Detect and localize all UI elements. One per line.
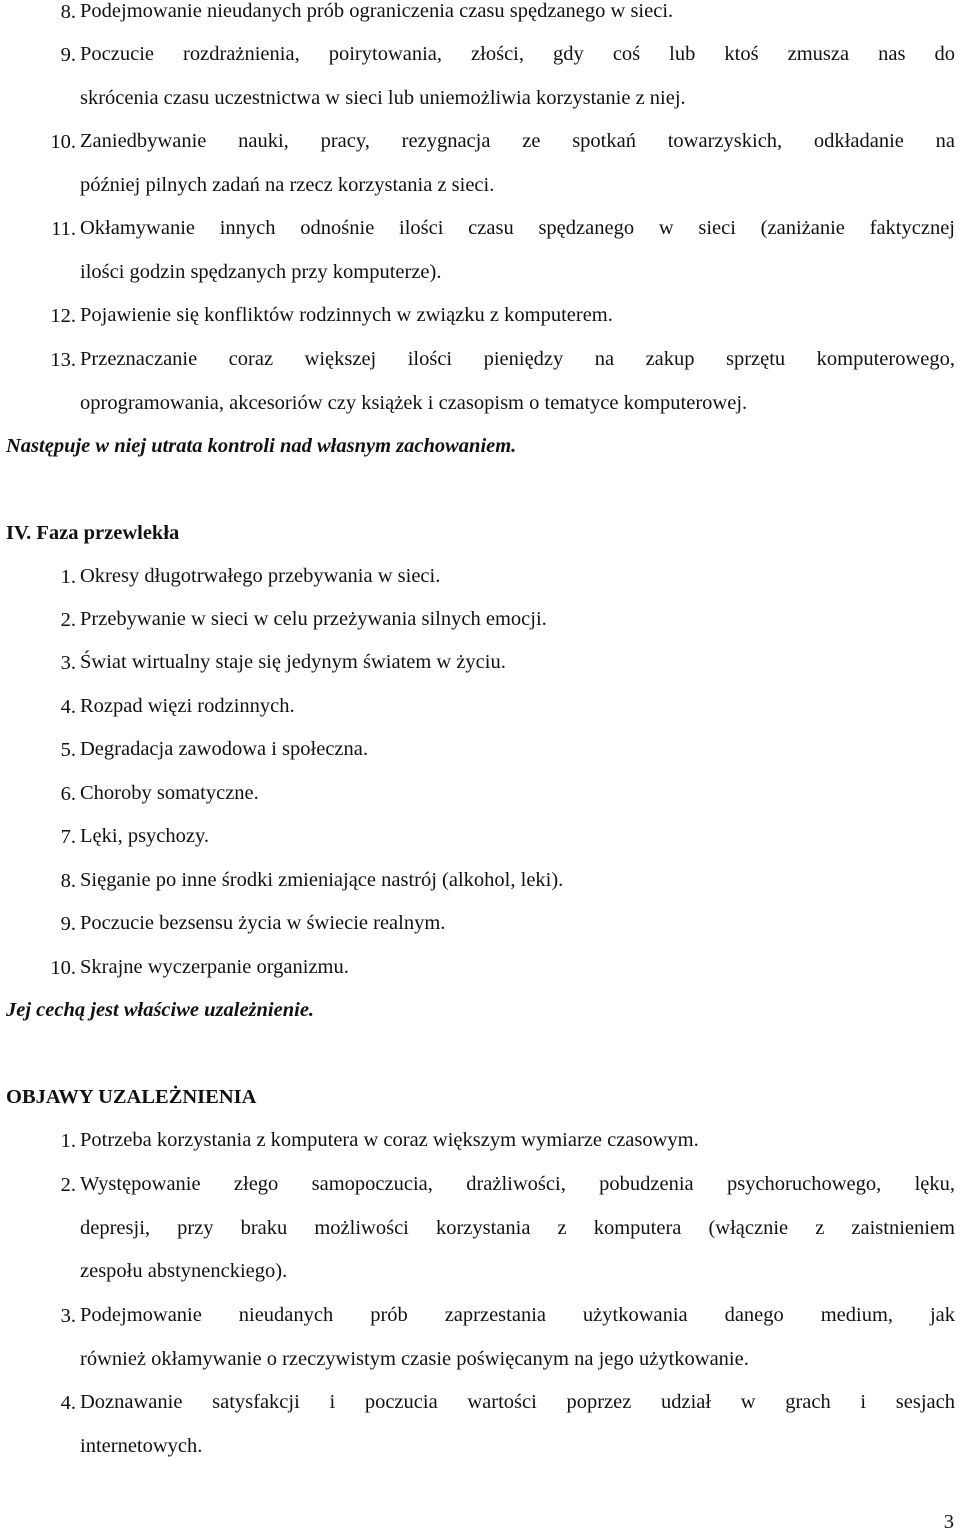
list-number: 2.	[60, 609, 76, 631]
list-number: 9.	[60, 44, 76, 66]
list-text: Lęki, psychozy.	[80, 825, 210, 847]
list-number: 9.	[60, 913, 76, 935]
list-number: 13.	[50, 349, 76, 371]
list-text: Przeznaczanie coraz większej ilości pieniędzy na zakup sprzętu komputerowego,	[80, 348, 955, 370]
list-text: Potrzeba korzystania z komputera w coraz większym wymiarze czasowym.	[80, 1129, 699, 1151]
list-text: Podejmowanie nieudanych prób ograniczenia czasu spędzanego w sieci.	[80, 0, 674, 22]
list-text: Okłamywanie innych odnośnie ilości czasu spędzanego w sieci (zaniżanie faktycznej	[80, 217, 955, 239]
list-number: 8.	[60, 1, 76, 23]
list-number: 1.	[60, 1130, 76, 1152]
list-text: Skrajne wyczerpanie organizmu.	[80, 956, 349, 978]
list-number: 4.	[60, 1392, 76, 1414]
list-text: Okresy długotrwałego przebywania w sieci.	[80, 565, 441, 587]
list-text: Pojawienie się konfliktów rodzinnych w związku z komputerem.	[80, 304, 613, 326]
list-text: Degradacja zawodowa i społeczna.	[80, 738, 368, 760]
list-text: zespołu abstynenckiego).	[80, 1260, 288, 1282]
list-number: 11.	[51, 218, 76, 240]
list-text: depresji, przy braku możliwości korzystania z komputera (włącznie z zaistnieniem	[80, 1216, 955, 1239]
list-number: 10.	[50, 957, 76, 979]
phase3-conclusion: Następuje w niej utrata kontroli nad własnym zachowaniem.	[6, 435, 517, 457]
list-text: Doznawanie satysfakcji i poczucia wartości poprzez udział w grach i sesjach	[80, 1391, 955, 1413]
list-text: ilości godzin spędzanych przy komputerze).	[80, 260, 442, 283]
list-text: Choroby somatyczne.	[80, 782, 259, 804]
list-number: 10.	[50, 131, 76, 153]
list-number: 4.	[60, 696, 76, 718]
list-text: internetowych.	[80, 1434, 203, 1457]
list-text: później pilnych zadań na rzecz korzystania z sieci.	[80, 173, 495, 196]
list-text: skrócenia czasu uczestnictwa w sieci lub uniemożliwia korzystanie z niej.	[80, 86, 686, 109]
list-text: Sięganie po inne środki zmieniające nastrój (alkohol, leki).	[80, 869, 564, 891]
list-number: 5.	[60, 739, 76, 761]
list-text: Rozpad więzi rodzinnych.	[80, 695, 295, 717]
section-heading-phase4: IV. Faza przewlekła	[6, 522, 180, 544]
list-number: 8.	[60, 870, 76, 892]
list-text: Występowanie złego samopoczucia, drażliwości, pobudzenia psychoruchowego, lęku,	[80, 1173, 955, 1195]
list-text: Świat wirtualny staje się jedynym światem w życiu.	[80, 651, 506, 673]
list-text: Poczucie rozdrażnienia, poirytowania, złości, gdy coś lub ktoś zmusza nas do	[80, 43, 955, 65]
list-text: Przebywanie w sieci w celu przeżywania silnych emocji.	[80, 608, 547, 630]
list-number: 1.	[60, 566, 76, 588]
list-number: 12.	[50, 305, 76, 327]
list-text: również okłamywanie o rzeczywistym czasie poświęcanym na jego użytkowanie.	[80, 1347, 749, 1370]
phase4-conclusion: Jej cechą jest właściwe uzależnienie.	[6, 999, 315, 1021]
list-number: 7.	[60, 826, 76, 848]
list-text: Zaniedbywanie nauki, pracy, rezygnacja ze spotkań towarzyskich, odkładanie na	[80, 130, 955, 152]
list-text: oprogramowania, akcesoriów czy książek i czasopism o tematyce komputerowej.	[80, 391, 748, 414]
list-number: 3.	[60, 1305, 76, 1327]
list-number: 6.	[60, 783, 76, 805]
list-number: 2.	[60, 1174, 76, 1196]
list-text: Podejmowanie nieudanych prób zaprzestania użytkowania danego medium, jak	[80, 1304, 955, 1326]
list-text: Poczucie bezsensu życia w świecie realnym.	[80, 912, 446, 934]
section-heading-symptoms: OBJAWY UZALEŻNIENIA	[6, 1086, 257, 1108]
page-number: 3	[943, 1511, 954, 1533]
list-number: 3.	[60, 652, 76, 674]
